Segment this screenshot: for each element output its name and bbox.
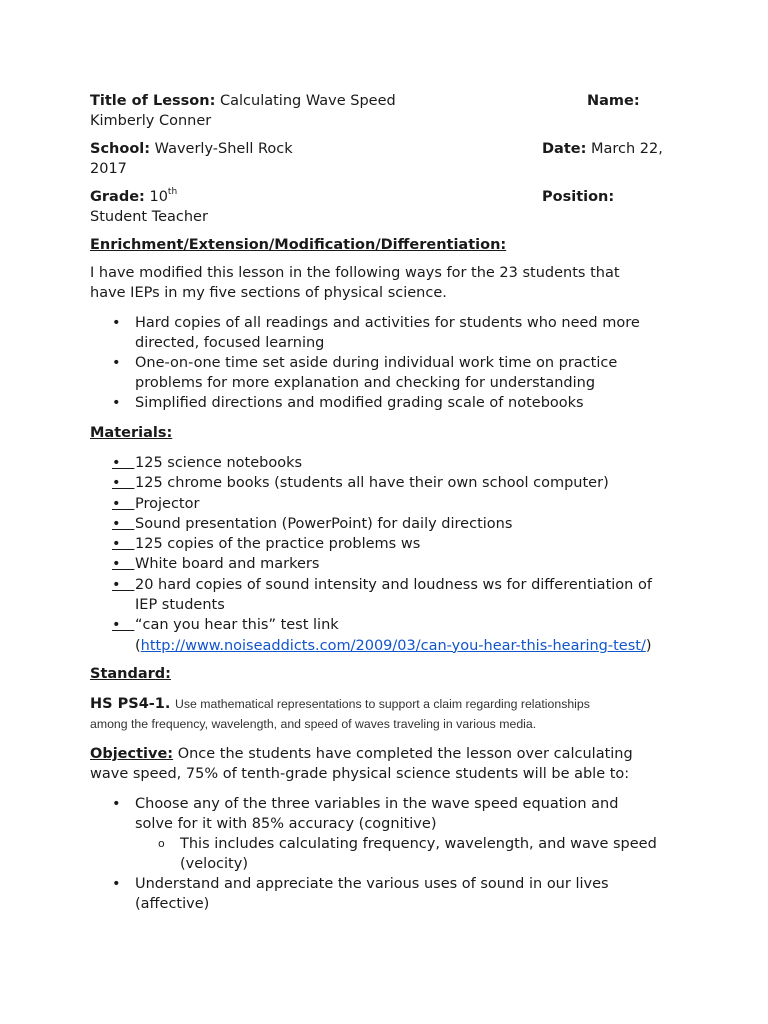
bullet-icon: • [112, 315, 121, 331]
position-label: Position: [542, 189, 615, 205]
hearing-test-link[interactable]: http://www.noiseaddicts.com/2009/03/can-you-hear-this-hearing-test/ [140, 637, 646, 654]
title-label: Title of Lesson: [90, 93, 216, 109]
objective-text: Once the students have completed the lesson over calculating [177, 745, 633, 762]
grade-value: 10 [149, 189, 168, 205]
objective-line-2: wave speed, 75% of tenth-grade physical science students will be able to: [90, 765, 630, 782]
circle-bullet-icon: o [158, 836, 165, 850]
materials-item: • “can you hear this” test link (http://www.noiseaddicts.com/2009/03/can-you-hear-this-hearing-test/) [112, 617, 652, 654]
date-year: 2017 [90, 161, 127, 177]
standard-line-1 [90, 694, 690, 714]
enrichment-paragraph-line-2: have IEPs in my five sections of physical science. [90, 285, 447, 301]
objective-label: Objective: [90, 745, 174, 762]
objective-sublist [90, 834, 690, 874]
standard-line-2: among the frequency, wavelength, and speed of waves traveling in various media. [90, 716, 537, 731]
objective-list [90, 794, 690, 834]
bullet-icon: • [112, 455, 135, 471]
title-row [90, 91, 690, 111]
materials-item: • 125 science notebooks [90, 453, 680, 473]
materials-item: • 20 hard copies of sound intensity and loudness ws for differentiation of IEP students [112, 576, 652, 614]
bullet-icon: • [112, 875, 121, 892]
objective-list-continued [90, 874, 690, 914]
school-row [90, 139, 690, 159]
materials-item: • 125 chrome books (students all have their own school computer) [90, 473, 680, 493]
bullet-icon: • [112, 556, 135, 573]
enrichment-item: • Hard copies of all readings and activities for students who need more directed, focused learning [112, 315, 640, 351]
enrichment-paragraph-line-1: I have modified this lesson in the following ways for the 23 students that [90, 265, 620, 281]
objective-item: • Choose any of the three variables in the wave speed equation and solve for it with 85% accuracy (cognitive) [112, 795, 619, 832]
bullet-icon: • [112, 536, 135, 553]
enrichment-list [90, 313, 690, 413]
bullet-icon: • [112, 515, 135, 532]
enrichment-item: • Simplified directions and modified grading scale of notebooks [112, 395, 584, 411]
materials-item: • Sound presentation (PowerPoint) for daily directions [90, 514, 680, 534]
materials-list [90, 453, 690, 656]
bullet-icon: • [112, 395, 121, 411]
grade-row [90, 187, 690, 207]
bullet-icon: • [112, 617, 135, 634]
bullet-icon: • [112, 475, 135, 492]
date-field [542, 139, 663, 159]
school-label: School: [90, 141, 151, 157]
bullet-icon: • [112, 495, 135, 512]
materials-item: • 125 copies of the practice problems ws [90, 534, 680, 554]
objective-line-1 [90, 744, 690, 764]
date-label: Date: [542, 141, 587, 157]
lesson-plan-page [90, 91, 690, 914]
bullet-icon: • [112, 795, 121, 812]
name-value: Kimberly Conner [90, 113, 212, 129]
grade-suffix: th [167, 187, 178, 198]
materials-heading: Materials: [90, 425, 173, 441]
standard-code: HS PS4-1. [90, 695, 171, 712]
title-value: Calculating Wave Speed [220, 93, 396, 109]
materials-item: • White board and markers [90, 554, 680, 574]
date-value: March 22, [591, 141, 663, 157]
position-value: Student Teacher [90, 209, 208, 225]
standard-text: Use mathematical representations to support a claim regarding relationships [175, 696, 590, 711]
materials-item: • Projector [90, 494, 680, 514]
enrichment-heading: Enrichment/Extension/Modification/Differentiation: [90, 237, 507, 253]
objective-subitem: o This includes calculating frequency, wavelength, and wave speed (velocity) [158, 835, 657, 872]
bullet-icon: • [112, 355, 121, 371]
grade-label: Grade: [90, 189, 145, 205]
standard-heading: Standard: [90, 665, 171, 682]
objective-item: • Understand and appreciate the various uses of sound in our lives (affective) [112, 875, 609, 912]
bullet-icon: • [112, 576, 135, 593]
name-label: Name: [587, 93, 640, 109]
school-value: Waverly-Shell Rock [154, 141, 293, 157]
enrichment-item: • One-on-one time set aside during individual work time on practice problems for more explanation and checking for understanding [112, 355, 618, 391]
